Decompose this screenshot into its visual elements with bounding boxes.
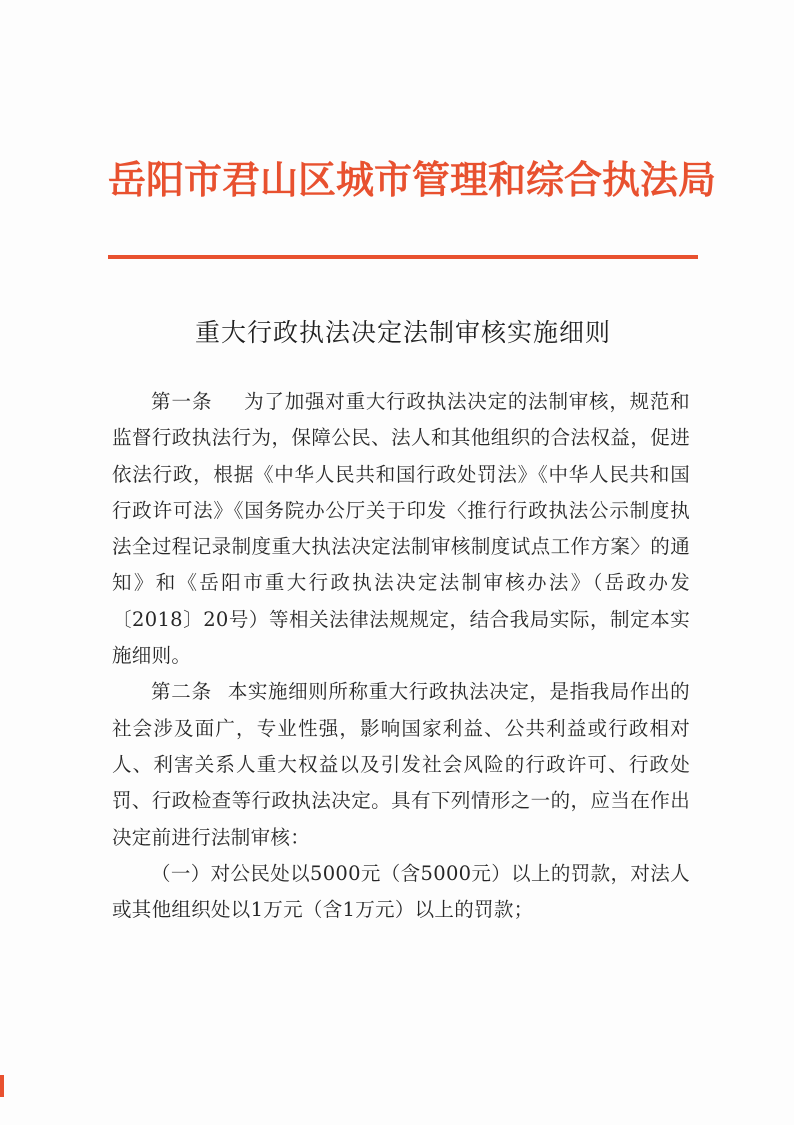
article-number: 第二条 (151, 680, 212, 704)
letterhead-divider (108, 255, 698, 259)
article-1-paragraph (112, 384, 690, 674)
document-title: 重大行政执法决定法制审核实施细则 (194, 318, 611, 347)
clause-text: （一）对公民处以5000元（含5000元）以上的罚款，对法人或其他组织处以1万元（含1万元）以上的罚款； (112, 861, 690, 922)
clause-1-paragraph (112, 856, 690, 929)
scan-edge-mark (0, 1075, 4, 1097)
article-text: 为了加强对重大行政执法决定的法制审核，规范和监督行政执法行为，保障公民、法人和其他组织的合法权益，促进依法行政，根据《中华人民共和国行政处罚法》《中华人民共和国行政许可法》《国务院办公厅关于印发〈推行行政执法公示制度执法全过程记录制度重大执法决定法制审核制度试点工作方案〉的通知》和《岳阳市重大行政执法决定法制审核办法》（岳政办发〔2018〕20号）等相关法律法规规定，结合我局实际，制定本实施细则。 (112, 390, 690, 668)
document-body (112, 384, 690, 928)
article-text: 本实施细则所称重大行政执法决定，是指我局作出的社会涉及面广，专业性强，影响国家利益、公共利益或行政相对人、利害关系人重大权益以及引发社会风险的行政许可、行政处罚、行政检查等行政执法决定。具有下列情形之一的，应当在作出决定前进行法制审核： (112, 680, 690, 849)
organization-letterhead: 岳阳市君山区城市管理和综合执法局 (108, 157, 717, 202)
article-2-paragraph (112, 674, 690, 855)
article-number: 第一条 (151, 390, 213, 413)
